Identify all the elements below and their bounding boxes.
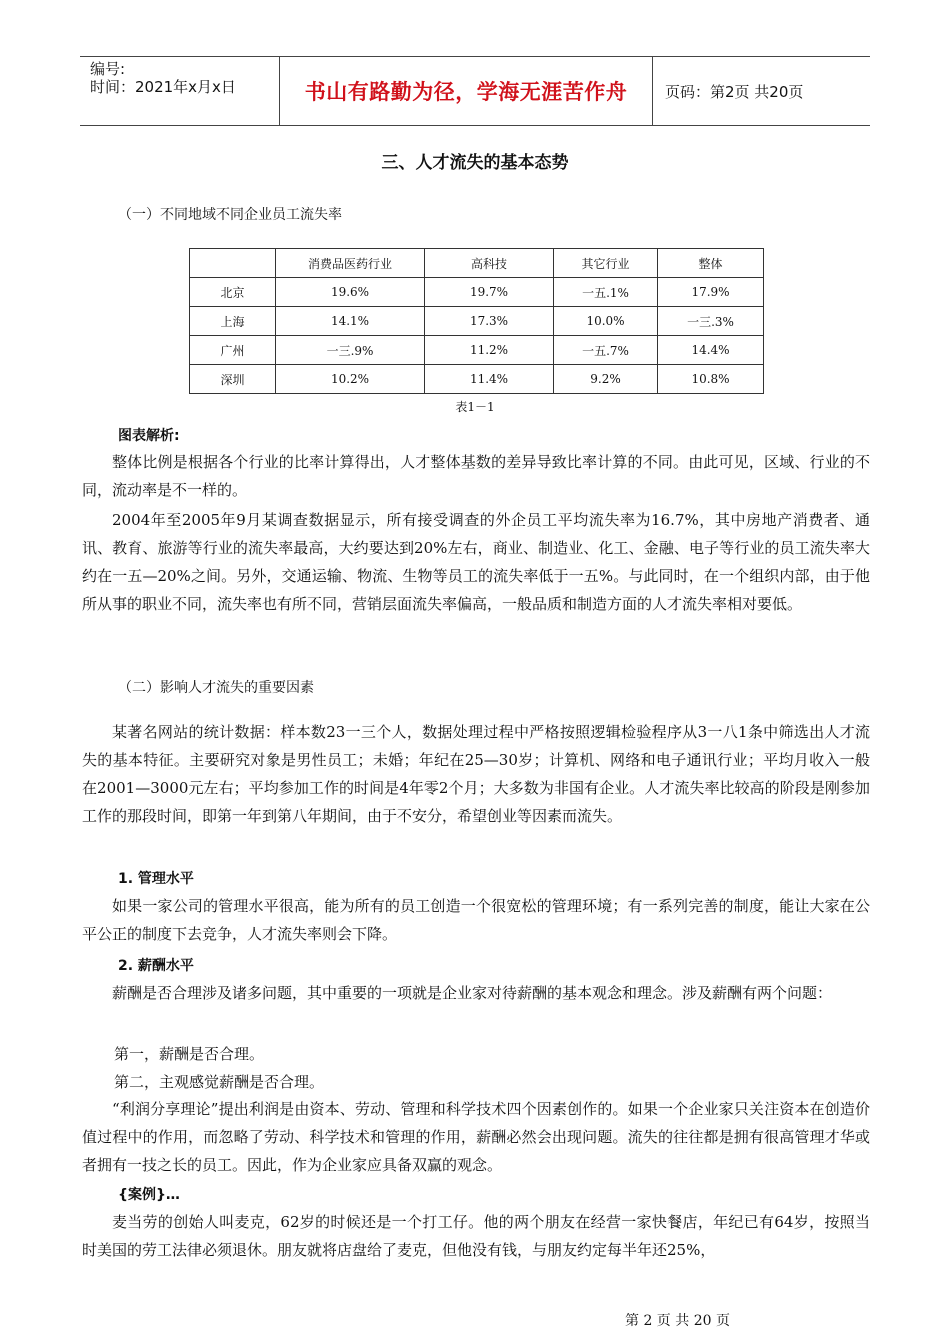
table-header-cell: 高科技 (425, 249, 554, 278)
paragraph-survey: 2004年至2005年9月某调查数据显示，所有接受调查的外企员工平均流失率为16.7%，其中房地产消费者、通讯、教育、旅游等行业的流失率最高，大约要达到20%左右，商业、制造业、化工、金融、电子等行业的员工流失率大约在一五—20%之间。另外，交通运输、物流、生物等员工的流失率低于一五%。与此同时，在一个组织内部，由于他所从事的职业不同，流失率也有所不同，营销层面流失率偏高，一般品质和制造方面的人才流失率相对要低。 (82, 511, 870, 613)
paragraph-profit-sharing: “利润分享理论”提出利润是由资本、劳动、管理和科学技术四个因素创作的。如果一个企业家只关注资本在创造价值过程中的作用，而忽略了劳动、科学技术和管理的作用，薪酬必然会出现问题。流失的往往都是拥有很高管理才华或者拥有一技之长的员工。因此，作为企业家应具备双赢的观念。 (82, 1100, 870, 1174)
table-cell: 一三.3% (658, 307, 764, 336)
item2-heading: 2. 薪酬水平 (118, 958, 194, 974)
table-city-cell: 广州 (190, 336, 276, 365)
case-heading: {案例}… (118, 1187, 180, 1203)
item1-heading: 1. 管理水平 (118, 871, 194, 887)
table-city-cell: 深圳 (190, 365, 276, 394)
paragraph-case: 麦当劳的创始人叫麦克，62岁的时候还是一个打工仔。他的两个朋友在经营一家快餐店，年纪已有64岁，按照当时美国的劳工法律必须退休。朋友就将店盘给了麦克，但他没有钱，与朋友约定每半年还25%， (82, 1213, 870, 1259)
salary-point-1: 第一，薪酬是否合理。 (114, 1045, 265, 1063)
table-cell: 11.2% (425, 336, 554, 365)
table-cell: 一三.9% (276, 336, 425, 365)
table-cell: 14.4% (658, 336, 764, 365)
table-cell: 一五.1% (554, 278, 658, 307)
table-cell: 10.2% (276, 365, 425, 394)
table-header-cell: 消费品医药行业 (276, 249, 425, 278)
paragraph-salary: 薪酬是否合理涉及诸多问题，其中重要的一项就是企业家对待薪酬的基本观念和理念。涉及薪酬有两个问题： (112, 984, 833, 1002)
table-cell: 11.4% (425, 365, 554, 394)
table-header-cell: 其它行业 (554, 249, 658, 278)
table-cell: 19.6% (276, 278, 425, 307)
table-cell: 17.3% (425, 307, 554, 336)
table-row (190, 336, 764, 365)
table-cell: 19.7% (425, 278, 554, 307)
doc-number-label: 编号: (90, 60, 126, 78)
turnover-table (189, 248, 764, 394)
table-cell: 9.2% (554, 365, 658, 394)
table-city-cell: 上海 (190, 307, 276, 336)
header-page-info: 页码：第2页 共20页 (665, 82, 804, 101)
section2-heading: （二）影响人才流失的重要因素 (118, 680, 314, 696)
header-meta (80, 57, 280, 125)
salary-point-2: 第二，主观感觉薪酬是否合理。 (114, 1073, 325, 1091)
table-row (190, 307, 764, 336)
table-cell: 14.1% (276, 307, 425, 336)
page-footer: 第 2 页 共 20 页 (625, 1313, 730, 1329)
table-cell: 10.0% (554, 307, 658, 336)
table-cell: 17.9% (658, 278, 764, 307)
table-caption: 表1－1 (455, 400, 495, 414)
table-header-cell (190, 249, 276, 278)
date-line: 时间：2021年x月x日 (90, 78, 236, 96)
header-motto: 书山有路勤为径，学海无涯苦作舟 (280, 57, 653, 125)
table-header-row (190, 249, 764, 278)
table-row (190, 278, 764, 307)
paragraph-management: 如果一家公司的管理水平很高，能为所有的员工创造一个很宽松的管理环境；有一系列完善的制度，能让大家在公平公正的制度下去竞争，人才流失率则会下降。 (82, 897, 870, 943)
page-header (80, 56, 870, 126)
table-row (190, 365, 764, 394)
table-header-cell: 整体 (658, 249, 764, 278)
table-city-cell: 北京 (190, 278, 276, 307)
page-title: 三、人才流失的基本态势 (381, 153, 569, 173)
table-cell: 一五.7% (554, 336, 658, 365)
analysis-heading: 图表解析: (118, 428, 180, 444)
table-cell: 10.8% (658, 365, 764, 394)
section1-heading: （一）不同地域不同企业员工流失率 (118, 207, 342, 223)
paragraph-analysis: 整体比例是根据各个行业的比率计算得出，人才整体基数的差异导致比率计算的不同。由此可见，区域、行业的不同，流动率是不一样的。 (82, 453, 870, 499)
paragraph-statistics: 某著名网站的统计数据：样本数23一三个人，数据处理过程中严格按照逻辑检验程序从3一八1条中筛选出人才流失的基本特征。主要研究对象是男性员工；未婚；年纪在25—30岁；计算机、网络和电子通讯行业；平均月收入一般在2001—3000元左右；平均参加工作的时间是4年零2个月；大多数为非国有企业。人才流失率比较高的阶段是刚参加工作的那段时间，即第一年到第八年期间，由于不安分，希望创业等因素而流失。 (82, 723, 870, 825)
